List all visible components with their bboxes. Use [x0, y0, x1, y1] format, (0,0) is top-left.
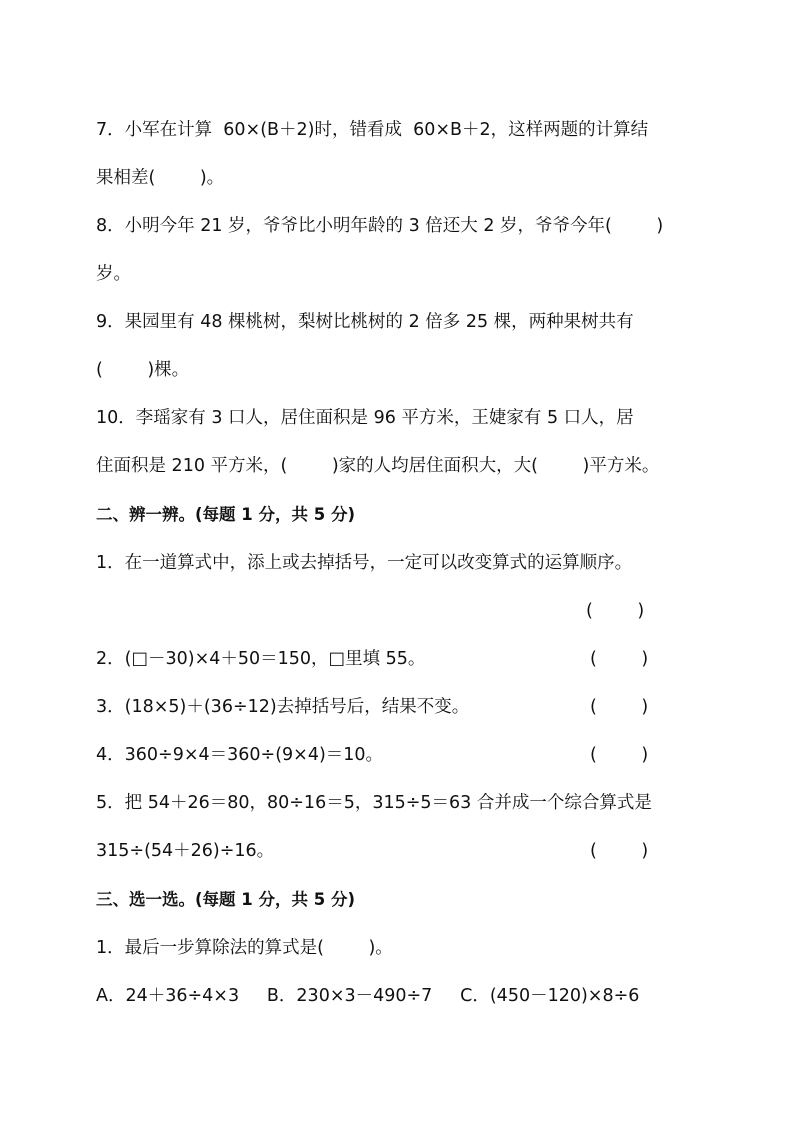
judge-item-1-answer[interactable]: ( ): [586, 601, 645, 621]
question-8-line-2: 岁。: [96, 264, 131, 284]
question-10-line-1: 10．李瑶家有 3 口人，居住面积是 96 平方米，王婕家有 5 口人，居: [96, 408, 634, 428]
judge-heading: 二、辨一辨。(每题 1 分，共 5 分): [96, 505, 356, 524]
question-9-line-2: ( )棵。: [96, 360, 190, 380]
judge-item-4-answer[interactable]: ( ): [590, 745, 649, 765]
question-9-line-1: 9．果园里有 48 棵桃树，梨树比桃树的 2 倍多 25 棵，两种果树共有: [96, 312, 634, 332]
question-7-line-2: 果相差( )。: [96, 168, 225, 188]
question-7-line-1: 7．小军在计算 60×(B＋2)时，错看成 60×B＋2，这样两题的计算结: [96, 120, 649, 140]
choose-question-1: 1．最后一步算除法的算式是( )。: [96, 938, 393, 958]
choose-heading: 三、选一选。(每题 1 分，共 5 分): [96, 890, 356, 909]
judge-item-5-text-2: 315÷(54＋26)÷16。: [96, 841, 275, 861]
judge-item-1-text: 1．在一道算式中，添上或去掉括号，一定可以改变算式的运算顺序。: [96, 553, 633, 573]
judge-item-4-text: 4．360÷9×4＝360÷(9×4)＝10。: [96, 745, 384, 765]
judge-item-2-text: 2．(□－30)×4＋50＝150，□里填 55。: [96, 649, 426, 669]
choose-question-1-options: A．24＋36÷4×3 B．230×3－490÷7 C．(450－120)×8÷6: [96, 986, 640, 1006]
judge-item-2-answer[interactable]: ( ): [590, 649, 649, 669]
judge-item-5-answer[interactable]: ( ): [590, 841, 649, 861]
question-8-line-1: 8．小明今年 21 岁，爷爷比小明年龄的 3 倍还大 2 岁，爷爷今年( ): [96, 216, 664, 236]
judge-item-3-answer[interactable]: ( ): [590, 697, 649, 717]
question-10-line-2: 住面积是 210 平方米，( )家的人均居住面积大，大( )平方米。: [96, 456, 660, 476]
judge-item-3-text: 3．(18×5)＋(36÷12)去掉括号后，结果不变。: [96, 697, 470, 717]
judge-item-5-text: 5．把 54＋26＝80，80÷16＝5，315÷5＝63 合并成一个综合算式是: [96, 793, 652, 813]
